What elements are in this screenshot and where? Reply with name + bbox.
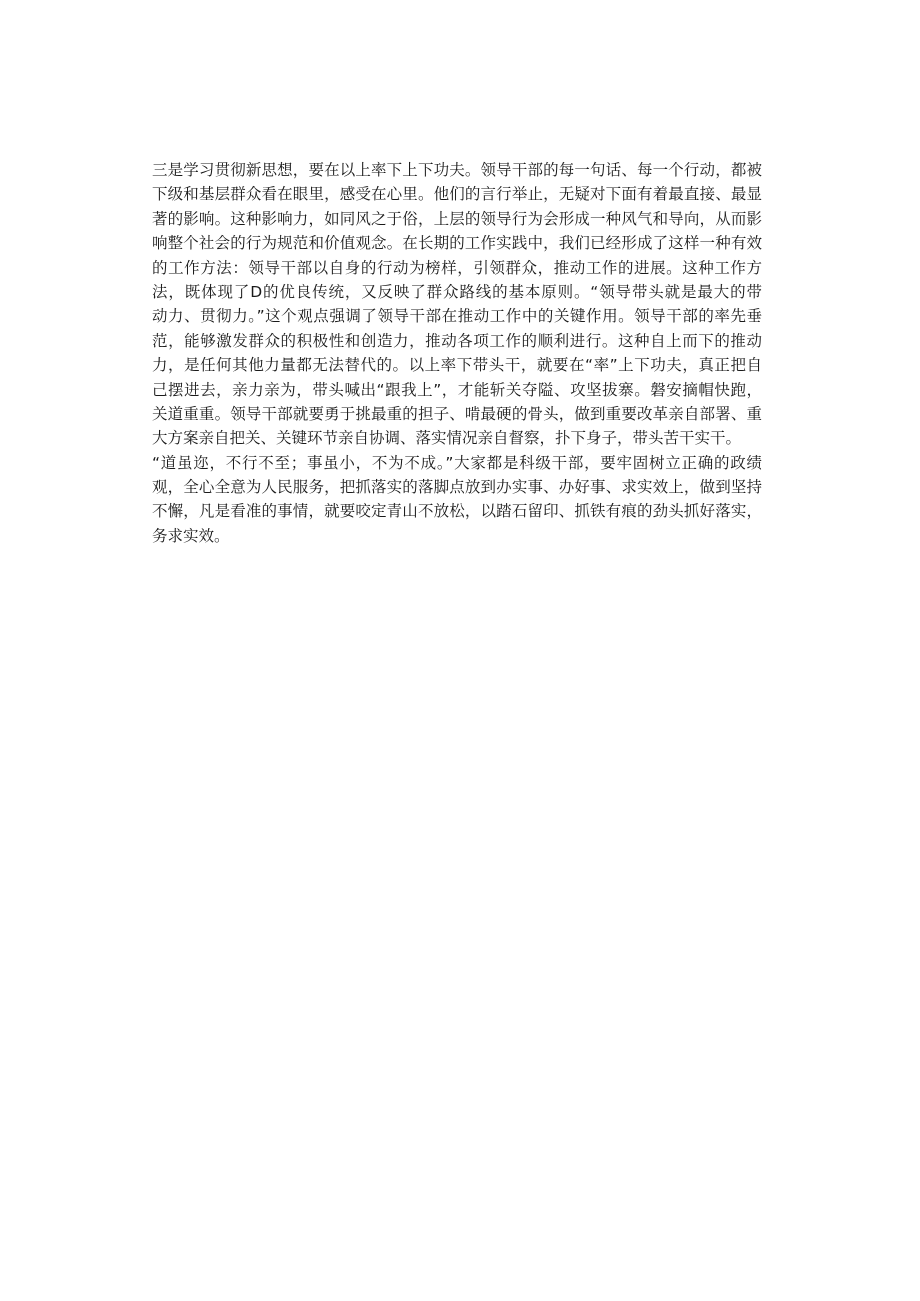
paragraph-line: 法，既体现了D的优良传统，又反映了群众路线的基本原则。“领导带头就是最大的带 <box>152 282 762 301</box>
paragraph-line: 观，全心全意为人民服务，把抓落实的落脚点放到办实事、办好事、求实效上，做到坚持 <box>152 478 762 497</box>
paragraph-line: 下级和基层群众看在眼里，感受在心里。他们的言行举止，无疑对下面有着最直接、最显 <box>152 185 762 204</box>
paragraph-line: 著的影响。这种影响力，如同风之于俗，上层的领导行为会形成一种风气和导向，从而影 <box>152 209 762 228</box>
paragraph-line: 力，是任何其他力量都无法替代的。以上率下带头干，就要在“率”上下功夫，真正把自 <box>152 356 762 375</box>
paragraph-line: 三是学习贯彻新思想，要在以上率下上下功夫。领导干部的每一句话、每一个行动，都被 <box>152 161 762 179</box>
paragraph-line: 己摆进去，亲力亲为，带头喊出“跟我上”，才能斩关夺隘、攻坚拔寨。磐安摘帽快跑， <box>152 380 762 399</box>
body-paragraph <box>152 158 762 548</box>
paragraph-line: 关道重重。领导干部就要勇于挑最重的担子、啃最硬的骨头，做到重要改革亲自部署、重 <box>152 404 762 423</box>
paragraph-line: 务求实效。 <box>152 526 230 545</box>
paragraph-line: 响整个社会的行为规范和价值观念。在长期的工作实践中，我们已经形成了这样一种有效 <box>152 234 762 253</box>
paragraph-line: 动力、贯彻力。”这个观点强调了领导干部在推动工作中的关键作用。领导干部的率先垂 <box>152 307 762 326</box>
paragraph-line: 范，能够激发群众的积极性和创造力，推动各项工作的顺利进行。这种自上而下的推动 <box>152 331 762 350</box>
paragraph-line: “道虽迩，不行不至；事虽小，不为不成。”大家都是科级干部，要牢固树立正确的政绩 <box>152 453 762 472</box>
paragraph-line: 不懈，凡是看准的事情，就要咬定青山不放松，以踏石留印、抓铁有痕的劲头抓好落实， <box>152 502 762 521</box>
paragraph-line: 的工作方法：领导干部以自身的行动为榜样，引领群众，推动工作的进展。这种工作方 <box>152 258 762 277</box>
paragraph-line: 大方案亲自把关、关键环节亲自协调、落实情况亲自督察，扑下身子，带头苦干实干。 <box>152 429 742 448</box>
